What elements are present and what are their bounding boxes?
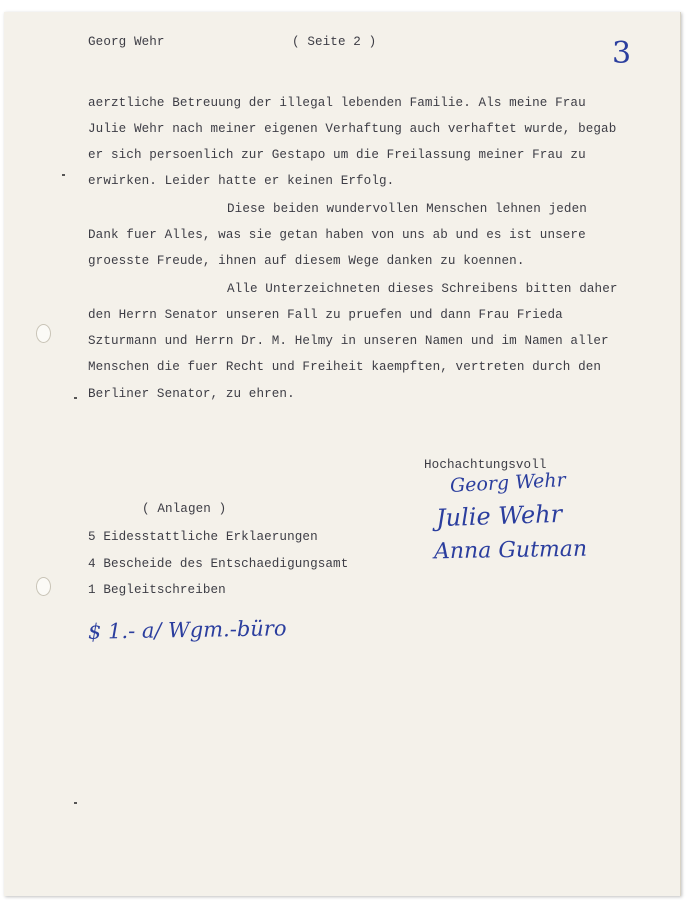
attachment-item: 4 Bescheide des Entschaedigungsamt: [88, 557, 349, 571]
body-line: Diese beiden wundervollen Menschen lehnen jeden: [227, 202, 587, 216]
header-page-label: ( Seite 2 ): [292, 35, 377, 49]
attachments-heading: ( Anlagen ): [142, 502, 227, 516]
margin-mark: [62, 174, 65, 176]
closing-salutation: Hochachtungsvoll: [424, 458, 547, 472]
body-line: aerztliche Betreuung der illegal lebenden Familie. Als meine Frau: [88, 96, 586, 110]
signature-georg-wehr: Georg Wehr: [449, 468, 567, 498]
header-author: Georg Wehr: [88, 35, 165, 49]
body-line: Alle Unterzeichneten dieses Schreibens bitten daher: [227, 282, 618, 296]
handwritten-note: $ 1.- a/ Wgm.-büro: [87, 616, 287, 644]
margin-mark: [74, 397, 77, 399]
body-line: erwirken. Leider hatte er keinen Erfolg.: [88, 174, 395, 188]
body-line: groesste Freude, ihnen auf diesem Wege danken zu koennen.: [88, 254, 525, 268]
document-page: [4, 12, 681, 896]
punch-hole-bottom: [36, 577, 51, 596]
signature-anna-gutman: Anna Gutman: [433, 536, 588, 565]
body-line: den Herrn Senator unseren Fall zu pruefen und dann Frau Frieda: [88, 308, 563, 322]
body-line: Julie Wehr nach meiner eigenen Verhaftung auch verhaftet wurde, begab: [88, 122, 617, 136]
body-line: Dank fuer Alles, was sie getan haben von uns ab und es ist unsere: [88, 228, 586, 242]
handwritten-page-number: 3: [612, 36, 632, 71]
body-line: Szturmann und Herrn Dr. M. Helmy in unseren Namen und im Namen aller: [88, 334, 609, 348]
body-line: Menschen die fuer Recht und Freiheit kaempften, vertreten durch den: [88, 360, 602, 374]
attachment-item: 5 Eidesstattliche Erklaerungen: [88, 530, 318, 544]
signature-julie-wehr: Julie Wehr: [435, 499, 563, 533]
body-line: er sich persoenlich zur Gestapo um die Freilassung meiner Frau zu: [88, 148, 586, 162]
body-line: Berliner Senator, zu ehren.: [88, 387, 295, 401]
margin-mark: [74, 802, 77, 804]
attachment-item: 1 Begleitschreiben: [88, 583, 226, 597]
punch-hole-top: [36, 324, 51, 343]
